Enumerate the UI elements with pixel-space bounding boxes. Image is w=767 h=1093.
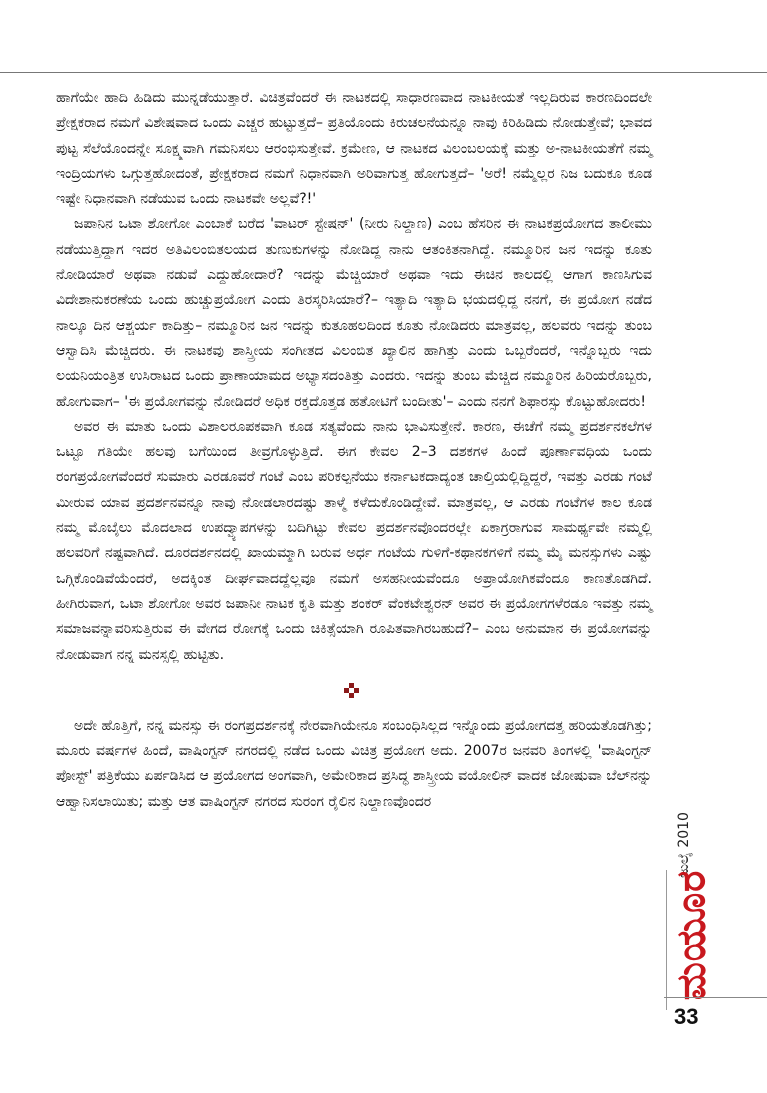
article-paragraph: ಅದೇ ಹೊತ್ತಿಗೆ, ನನ್ನ ಮನಸ್ಸು ಈ ರಂಗಪ್ರದರ್ಶನಕ್ಕೆ ನೇರವಾಗಿಯೇನೂ ಸಂಬಂಧಿಸಿಲ್ಲದ ಇನ್ನೊಂದು ಪ್ರಯೋಗದತ್ತ ಹರಿಯತೊಡಗಿತ್ತು; ಮೂರು ವರ್ಷಗಳ ಹಿಂದೆ, ವಾಷಿಂಗ್ಟನ್ ನಗರದಲ್ಲಿ ನಡೆದ ಒಂದು ವಿಚಿತ್ರ ಪ್ರಯೋಗ ಅದು. 2007ರ ಜನವರಿ ತಿಂಗಳಲ್ಲಿ 'ವಾಷಿಂಗ್ಟನ್ ಪೋಸ್ಟ್' ಪತ್ರಿಕೆಯು ಏರ್ಪಡಿಸಿದ ಆ ಪ್ರಯೋಗದ ಅಂಗವಾಗಿ, ಅಮೇರಿಕಾದ ಪ್ರಸಿದ್ಧ ಶಾಸ್ತ್ರೀಯ ವಯೋಲಿನ್ ವಾದಕ ಜೋಷುವಾ ಬೆಲ್‌ನನ್ನು ಆಹ್ವಾನಿಸಲಾಯಿತು; ಮತ್ತು ಆತ ವಾಷಿಂಗ್ಟನ್ ನಗರದ ಸುರಂಗ ರೈಲಿನ ನಿಲ್ದಾಣವೊಂದರ: [56, 717, 652, 810]
section-break-ornament: [56, 676, 652, 710]
page-number: 33: [674, 1004, 699, 1029]
magazine-masthead: ಮಯೂರ: [668, 869, 714, 1001]
issue-date: ಜುಲೈ 2010: [676, 812, 692, 878]
header-rule: [0, 72, 767, 73]
article-body: [56, 86, 652, 815]
article-paragraph: ಹಾಗೆಯೇ ಹಾದಿ ಹಿಡಿದು ಮುನ್ನಡೆಯುತ್ತಾರೆ. ವಿಚಿತ್ರವೆಂದರೆ ಈ ನಾಟಕದಲ್ಲಿ ಸಾಧಾರಣವಾದ ನಾಟಕೀಯತೆ ಇಲ್ಲದಿರುವ ಕಾರಣದಿಂದಲೇ ಪ್ರೇಕ್ಷಕರಾದ ನಮಗೆ ವಿಶೇಷವಾದ ಒಂದು ಎಚ್ಚರ ಹುಟ್ಟುತ್ತದೆ– ಪ್ರತಿಯೊಂದು ಕಿರುಚಲನೆಯನ್ನೂ ನಾವು ಕಿರಿಹಿಡಿದು ನೋಡುತ್ತೇವೆ; ಭಾವದ ಪುಟ್ಟ ಸೆಲೆಯೊಂದನ್ನೇ ಸೂಕ್ಷ್ಮವಾಗಿ ಗಮನಿಸಲು ಆರಂಭಿಸುತ್ತೇವೆ. ಕ್ರಮೇಣ, ಆ ನಾಟಕದ ವಿಲಂಬಲಯಕ್ಕೆ ಮತ್ತು ಅ-ನಾಟಕೀಯತೆಗೆ ನಮ್ಮ ಇಂದ್ರಿಯಗಳು ಒಗ್ಗುತ್ತಹೋದಂತೆ, ಪ್ರೇಕ್ಷಕರಾದ ನಮಗೆ ನಿಧಾನವಾಗಿ ಅರಿವಾಗುತ್ತ ಹೋಗುತ್ತದೆ– 'ಅರೆ! ನಮ್ಮೆಲ್ಲರ ನಿಜ ಬದುಕೂ ಕೂಡ ಇಷ್ಟೇ ನಿಧಾನವಾಗಿ ನಡೆಯುವ ಒಂದು ನಾಟಕವೇ ಅಲ್ಲವೆ?!': [56, 90, 652, 208]
article-paragraph: ಅವರ ಈ ಮಾತು ಒಂದು ವಿಶಾಲರೂಪಕವಾಗಿ ಕೂಡ ಸತ್ಯವೆಂದು ನಾನು ಭಾವಿಸುತ್ತೇನೆ. ಕಾರಣ, ಈಚೆಗೆ ನಮ್ಮ ಪ್ರದರ್ಶನಕಲೆಗಳ ಒಟ್ಟೂ ಗತಿಯೇ ಹಲವು ಬಗೆಯಿಂದ ತೀವ್ರಗೊಳ್ಳುತ್ತಿದೆ. ಈಗ ಕೇವಲ 2–3 ದಶಕಗಳ ಹಿಂದೆ ಪೂರ್ಣಾವಧಿಯ ಒಂದು ರಂಗಪ್ರಯೋಗವೆಂದರೆ ಸುಮಾರು ಎರಡೂವರೆ ಗಂಟೆ ಎಂಬ ಪರಿಕಲ್ಪನೆಯು ಕರ್ನಾಟಕದಾದ್ಯಂತ ಚಾಲ್ತಿಯಲ್ಲಿದ್ದಿದ್ದರೆ, ಇವತ್ತು ಎರಡು ಗಂಟೆ ಮೀರುವ ಯಾವ ಪ್ರದರ್ಶನವನ್ನೂ ನಾವು ನೋಡಲಾರದಷ್ಟು ತಾಳ್ಮೆ ಕಳೆದುಕೊಂಡಿದ್ದೇವೆ. ಮಾತ್ರವಲ್ಲ, ಆ ಎರಡು ಗಂಟೆಗಳ ಕಾಲ ಕೂಡ ನಮ್ಮ ಮೊಬೈಲು ಮೊದಲಾದ ಉಪದ್ವ್ಯಾಪಗಳನ್ನು ಬದಿಗಿಟ್ಟು ಕೇವಲ ಪ್ರದರ್ಶನವೊಂದರಲ್ಲೇ ಏಕಾಗ್ರರಾಗುವ ಸಾಮರ್ಥ್ಯವೇ ನಮ್ಮಲ್ಲಿ ಹಲವರಿಗೆ ನಷ್ಟವಾಗಿದೆ. ದೂರದರ್ಶನದಲ್ಲಿ ಖಾಯಮ್ಮಾಗಿ ಬರುವ ಅರ್ಧ ಗಂಟೆಯ ಗುಳಿಗೆ-ಕಥಾನಕಗಳಿಗೆ ನಮ್ಮ ಮೈ ಮನಸ್ಸುಗಳು ಎಷ್ಟು ಒಗ್ಗಿಕೊಂಡಿವೆಯೆಂದರೆ, ಅದಕ್ಕಿಂತ ದೀರ್ಘವಾದದ್ದೆಲ್ಲವೂ ನಮಗೆ ಅಸಹನೀಯವೆಂದೂ ಅಪ್ರಾಯೋಗಿಕವೆಂದೂ ಕಾಣತೊಡಗಿದೆ. ಹೀಗಿರುವಾಗ, ಒಟಾ ಶೋಗೋ ಅವರ ಜಪಾನೀ ನಾಟಕ ಕೃತಿ ಮತ್ತು ಶಂಕರ್ ವೆಂಕಟೇಶ್ವರನ್ ಅವರ ಈ ಪ್ರಯೋಗಗಳೆರಡೂ ಇವತ್ತು ನಮ್ಮ ಸಮಾಜವನ್ನಾವರಿಸುತ್ತಿರುವ ಈ ವೇಗದ ರೋಗಕ್ಕೆ ಒಂದು ಚಿಕಿತ್ಸೆಯಾಗಿ ರೂಪಿತವಾಗಿರಬಹುದೆ?– ಎಂಬ ಅನುಮಾನ ಈ ಪ್ರಯೋಗವನ್ನು ನೋಡುವಾಗ ನನ್ನ ಮನಸ್ಸಲ್ಲಿ ಹುಟ್ಟಿತು.: [56, 418, 652, 663]
footer-rule: [664, 997, 767, 998]
article-paragraph: ಜಪಾನಿನ ಒಟಾ ಶೋಗೋ ಎಂಬಾಕೆ ಬರೆದ 'ವಾಟರ್ ಸ್ಟೇಷನ್' (ನೀರು ನಿಲ್ದಾಣ) ಎಂಬ ಹೆಸರಿನ ಈ ನಾಟಕಪ್ರಯೋಗದ ತಾಲೀಮು ನಡೆಯುತ್ತಿದ್ದಾಗ ಇದರ ಅತಿವಿಲಂಬಿತಲಯದ ತುಣುಕುಗಳನ್ನು ನೋಡಿದ್ದ ನಾನು ಆತಂಕಿತನಾಗಿದ್ದೆ. ನಮ್ಮೂರಿನ ಜನ ಇದನ್ನು ಕೂತು ನೋಡಿಯಾರೆ ಅಥವಾ ನಡುವೆ ಎದ್ದುಹೋದಾರೆ? ಇದನ್ನು ಮೆಚ್ಚಿಯಾರೆ ಅಥವಾ ಇದು ಈಚಿನ ಕಾಲದಲ್ಲಿ ಆಗಾಗ ಕಾಣಸಿಗುವ ವಿದೇಶಾನುಕರಣೆಯ ಒಂದು ಹುಚ್ಚುಪ್ರಯೋಗ ಎಂದು ತಿರಸ್ಕರಿಸಿಯಾರೆ?– ಇತ್ಯಾದಿ ಇತ್ಯಾದಿ ಭಯದಲ್ಲಿದ್ದ ನನಗೆ, ಈ ಪ್ರಯೋಗ ನಡೆದ ನಾಲ್ಕೂ ದಿನ ಆಶ್ಚರ್ಯ ಕಾದಿತ್ತು– ನಮ್ಮೂರಿನ ಜನ ಇದನ್ನು ಕುತೂಹಲದಿಂದ ಕೂತು ನೋಡಿದರು ಮಾತ್ರವಲ್ಲ, ಹಲವರು ಇದನ್ನು ತುಂಬ ಆಸ್ವಾದಿಸಿ ಮೆಚ್ಚಿದರು. ಈ ನಾಟಕವು ಶಾಸ್ತ್ರೀಯ ಸಂಗೀತದ ವಿಲಂಬಿತ ಖ್ಯಾಲಿನ ಹಾಗಿತ್ತು ಎಂದು ಒಬ್ಬರೆಂದರೆ, ಇನ್ನೊಬ್ಬರು ಇದು ಲಯನಿಯಂತ್ರಿತ ಉಸಿರಾಟದ ಒಂದು ಪ್ರಾಣಾಯಾಮದ ಅಭ್ಯಾಸದಂತಿತ್ತು ಎಂದರು. ಇದನ್ನು ತುಂಬ ಮೆಚ್ಚಿದ ನಮ್ಮೂರಿನ ಹಿರಿಯರೊಬ್ಬರು, ಹೋಗುವಾಗ– 'ಈ ಪ್ರಯೋಗವನ್ನು ನೋಡಿದರೆ ಅಧಿಕ ರಕ್ತದೊತ್ತಡ ಹತೋಟಿಗೆ ಬಂದೀತು'– ಎಂದು ನನಗೆ ಶಿಫಾರಸ್ಸು ಕೊಟ್ಟುಹೋದರು!: [56, 216, 652, 410]
